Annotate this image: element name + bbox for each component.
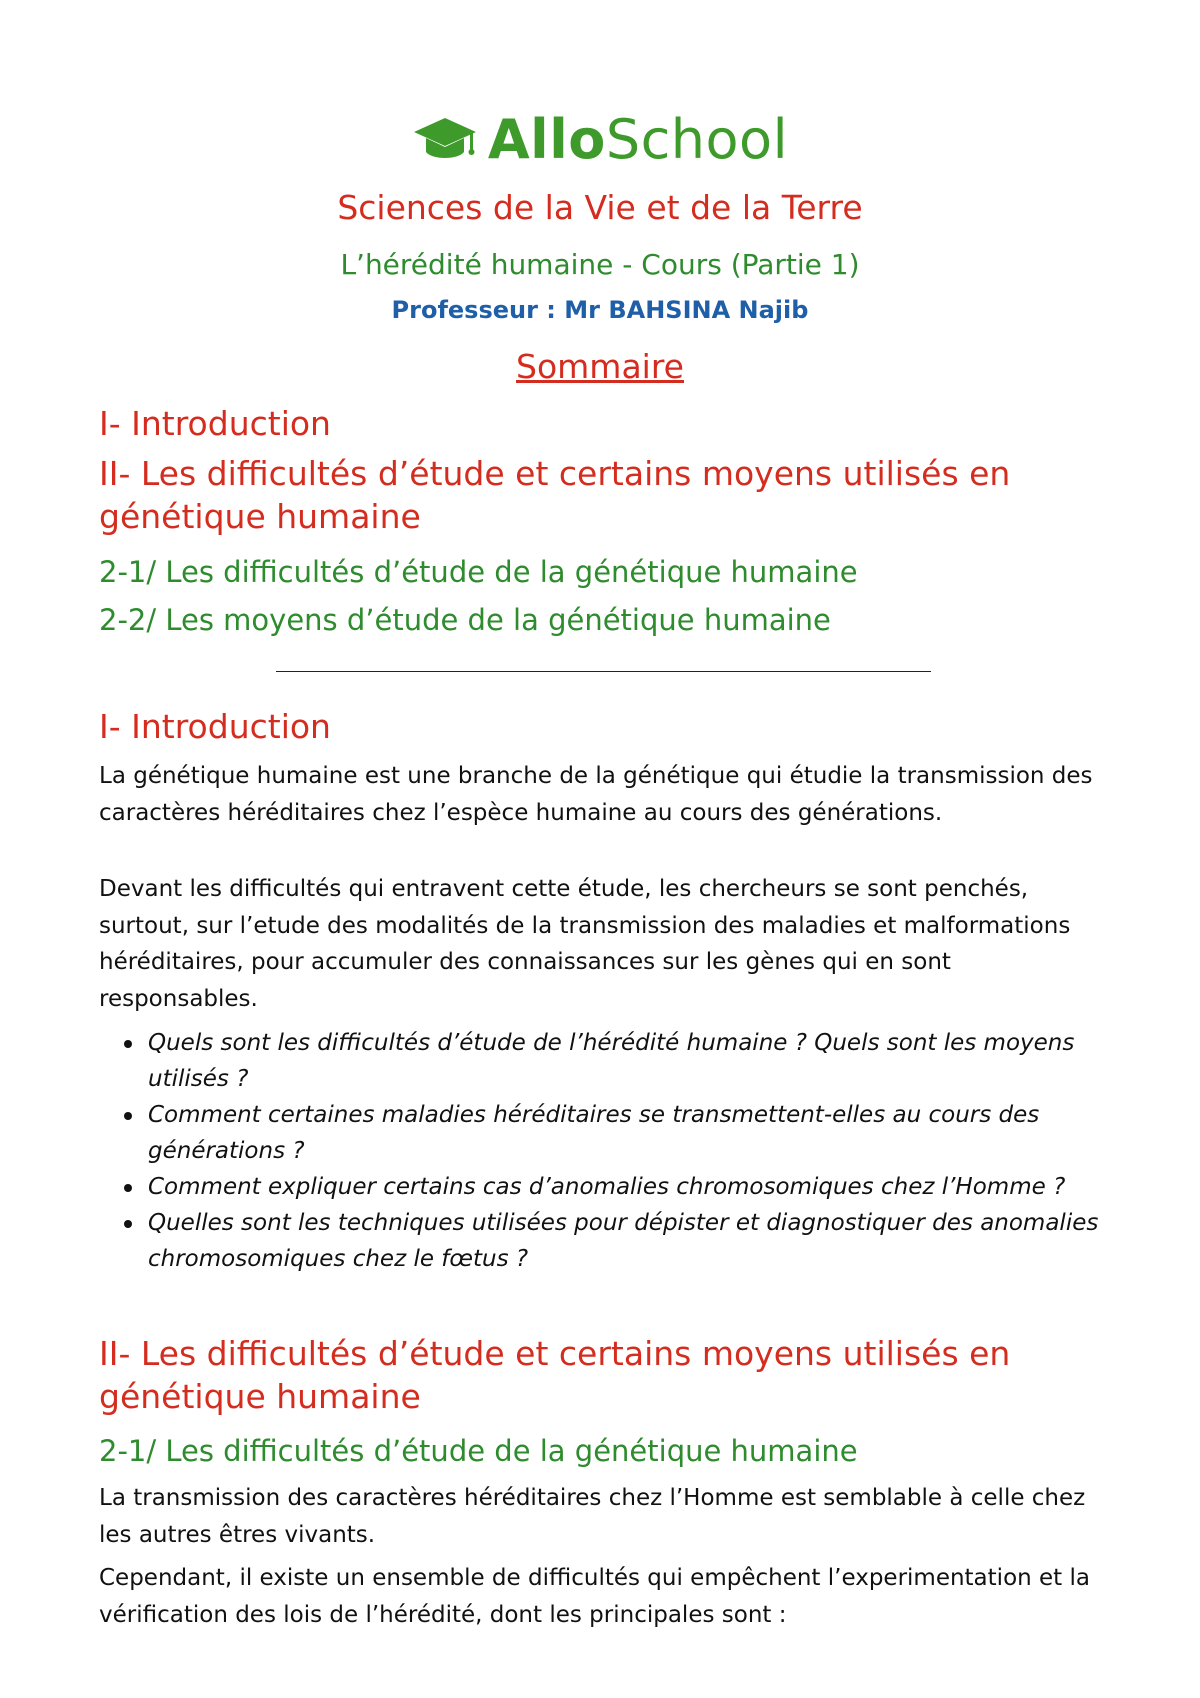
professor-name: Professeur : Mr BAHSINA Najib [391, 296, 809, 324]
logo-text-regular: School [605, 108, 789, 171]
summary-item-2-2: 2-2/ Les moyens d’étude de la génétique humaine [99, 603, 831, 637]
section2-paragraph-1: La transmission des caractères héréditaires chez l’Homme est semblable à celle chez les autres êtres vivants. [99, 1485, 1086, 1548]
logo-text-bold: Allo [487, 108, 606, 171]
list-item: Quelles sont les techniques utilisées pour dépister et diagnostiquer des anomalies chromosomiques chez le fœtus ? [120, 1205, 1110, 1277]
graduation-cap-icon [412, 114, 478, 166]
summary-item-intro: I- Introduction [99, 404, 331, 443]
intro-heading: I- Introduction [99, 707, 331, 746]
list-item: Comment expliquer certains cas d’anomalies chromosomiques chez l’Homme ? [120, 1169, 1110, 1205]
logo-text [488, 108, 788, 171]
summary-item-section2: II- Les difficultés d’étude et certains moyens utilisés en génétique humaine [99, 454, 1011, 536]
list-item: Quels sont les difficultés d’étude de l’hérédité humaine ? Quels sont les moyens utilisés ? [120, 1025, 1110, 1097]
intro-paragraph-1: La génétique humaine est une branche de la génétique qui étudie la transmission des caractères héréditaires chez l’espèce humaine au cours des générations. [99, 763, 1093, 826]
summary-item-2-1: 2-1/ Les difficultés d’étude de la génétique humaine [99, 555, 858, 589]
section2-1-heading: 2-1/ Les difficultés d’étude de la génétique humaine [99, 1434, 858, 1468]
subject-title: Sciences de la Vie et de la Terre [337, 188, 863, 227]
list-item: Comment certaines maladies héréditaires se transmettent-elles au cours des générations ? [120, 1097, 1110, 1169]
section2-paragraph-2: Cependant, il existe un ensemble de difficultés qui empêchent l’experimentation et la vérification des lois de l’hérédité, dont les principales sont : [99, 1565, 1090, 1628]
section2-heading: II- Les difficultés d’étude et certains moyens utilisés en génétique humaine [99, 1334, 1011, 1416]
summary-title: Sommaire [516, 347, 684, 386]
divider [276, 671, 931, 672]
question-list [120, 1025, 1110, 1277]
intro-paragraph-2: Devant les difficultés qui entravent cette étude, les chercheurs se sont penchés, surtout, sur l’etude des modalités de la transmission des maladies et malformations héréditaires, pour accumuler des connaissances sur les gènes qui en sont responsables. [99, 876, 1071, 1012]
course-title: L’hérédité humaine - Cours (Partie 1) [340, 248, 860, 281]
alloschool-logo [0, 108, 1200, 171]
